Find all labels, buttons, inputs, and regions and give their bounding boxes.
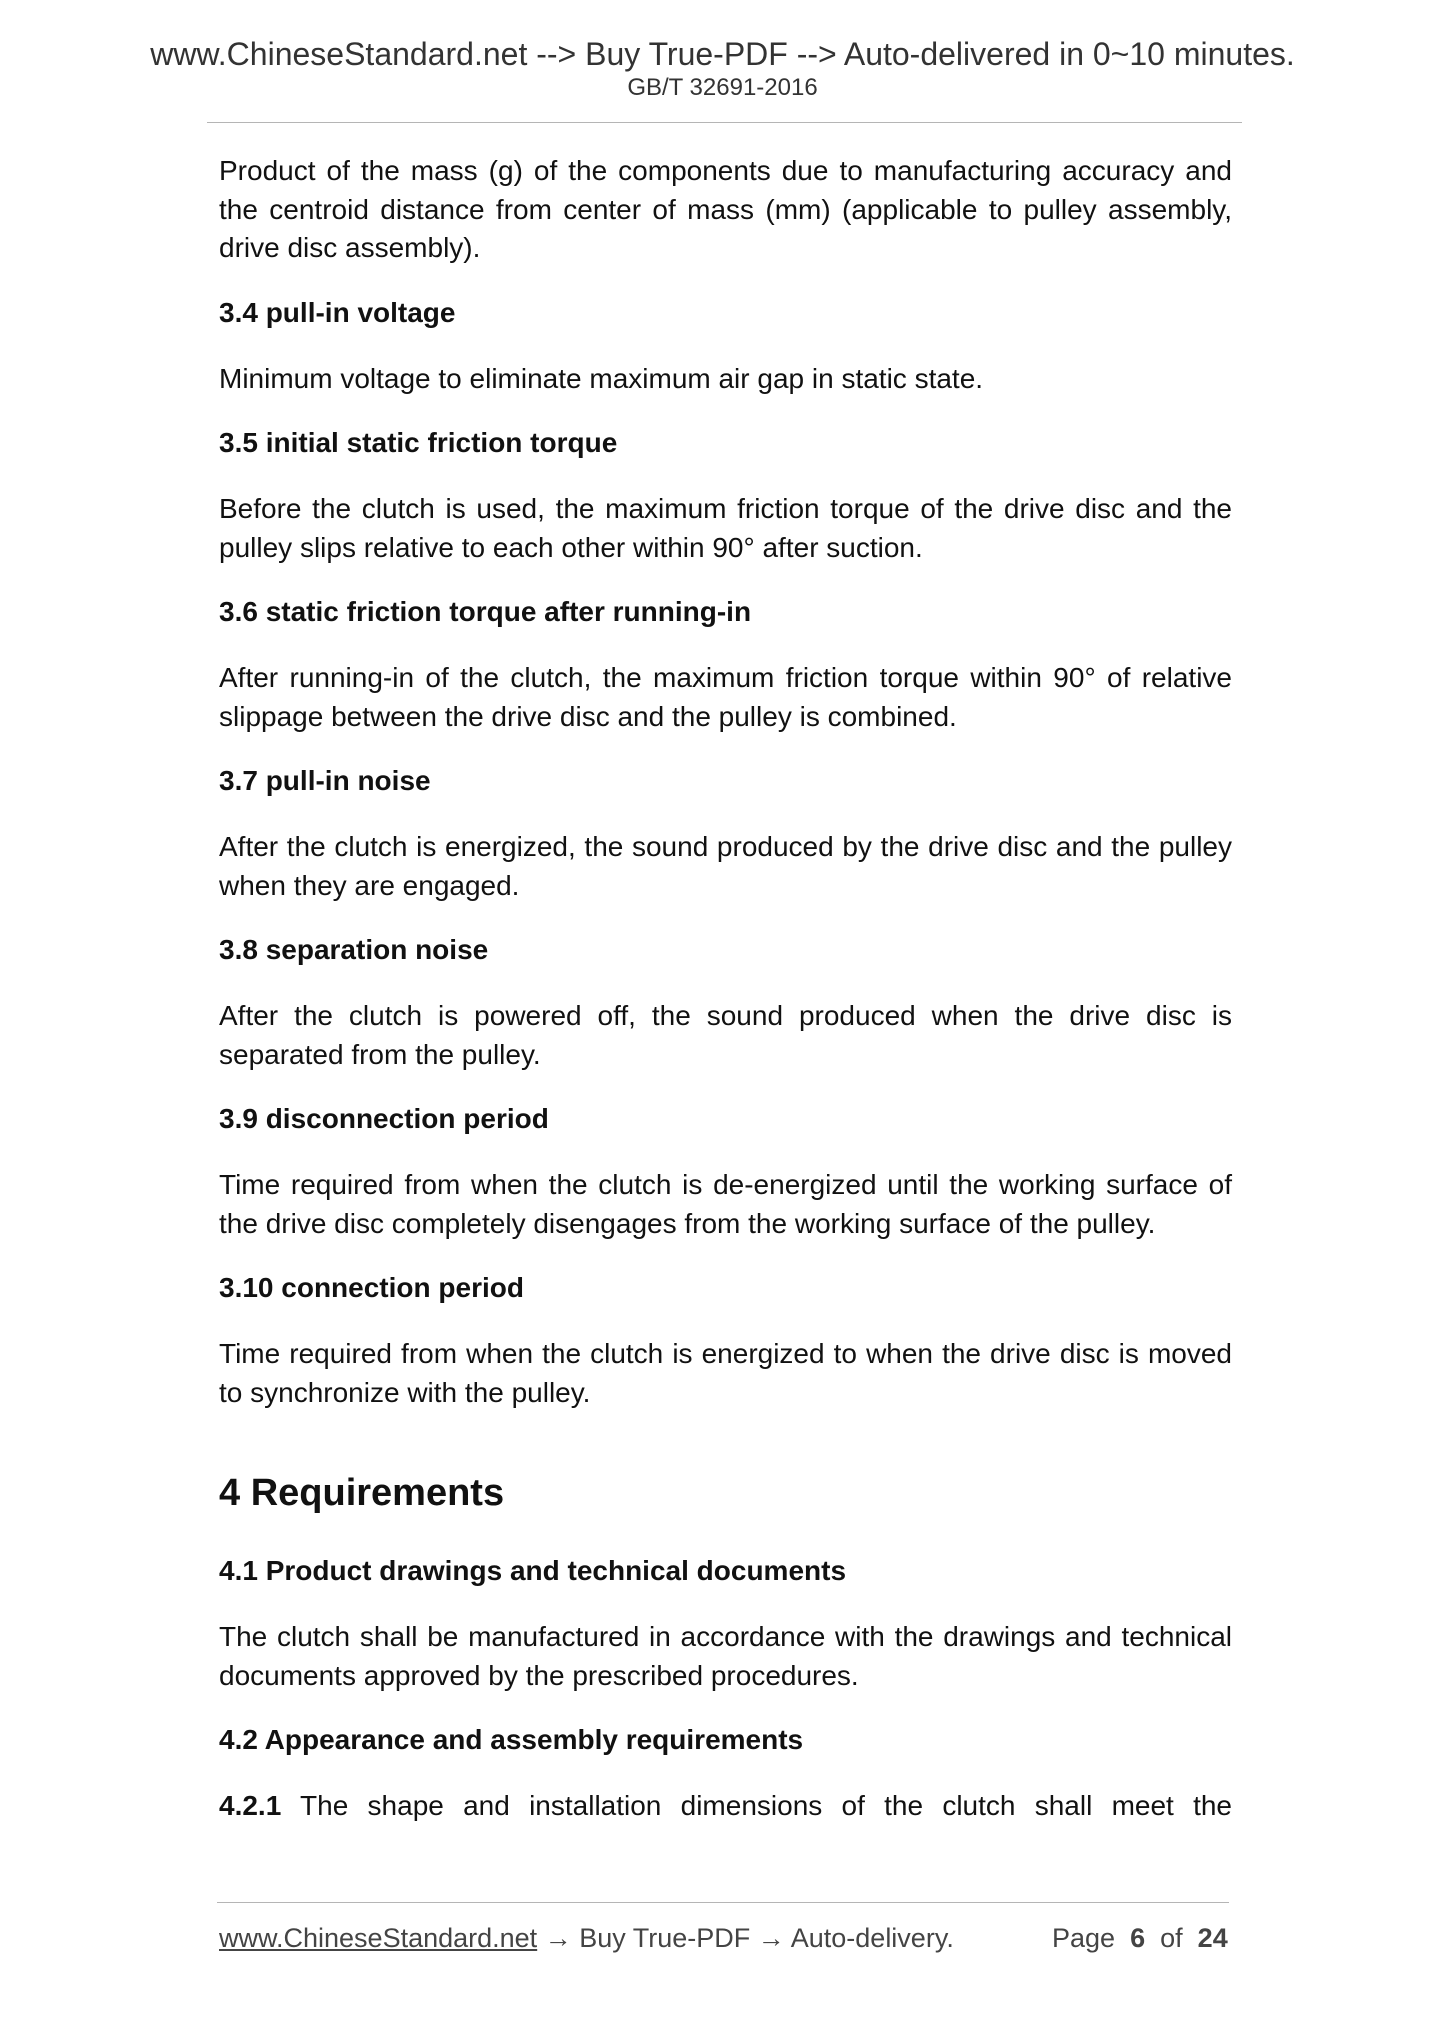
page-indicator xyxy=(1052,1922,1228,1954)
heading-4-1: 4.1 Product drawings and technical documents xyxy=(219,1555,847,1586)
page-label: Page xyxy=(1052,1923,1116,1953)
section-title-4: 4 Requirements xyxy=(219,1472,505,1514)
paragraph-3-7: After the clutch is energized, the sound produced by the drive disc and the pulley when they are engaged. xyxy=(219,831,1232,901)
paragraph-3-5: Before the clutch is used, the maximum friction torque of the drive disc and the pulley slips relative to each other within 90° after suction. xyxy=(219,493,1232,563)
paragraph-4-2-1 xyxy=(219,1787,1232,1826)
heading-3-9: 3.9 disconnection period xyxy=(219,1103,549,1134)
header-divider xyxy=(207,122,1242,123)
paragraph-intro: Product of the mass (g) of the components due to manufacturing accuracy and the centroid distance from center of mass (mm) (applicable to pulley assembly, drive disc assembly). xyxy=(219,155,1232,263)
heading-3-4: 3.4 pull-in voltage xyxy=(219,296,456,328)
heading-3-10: 3.10 connection period xyxy=(219,1272,524,1303)
heading-3-7: 3.7 pull-in noise xyxy=(219,765,431,796)
clause-number-4-2-1: 4.2.1 xyxy=(219,1790,282,1821)
total-pages-number: 24 xyxy=(1197,1923,1228,1953)
footer-left xyxy=(219,1922,954,1954)
paragraph-3-4: Minimum voltage to eliminate maximum air gap in static state. xyxy=(219,362,984,394)
heading-3-6: 3.6 static friction torque after running-in xyxy=(219,596,752,627)
of-label: of xyxy=(1160,1923,1183,1953)
heading-3-5: 3.5 initial static friction torque xyxy=(219,427,618,458)
paragraph-4-1: The clutch shall be manufactured in accordance with the drawings and technical documents approved by the prescribed procedures. xyxy=(219,1621,1232,1691)
paragraph-3-8: After the clutch is powered off, the sound produced when the drive disc is separated from the pulley. xyxy=(219,1000,1232,1070)
heading-3-8: 3.8 separation noise xyxy=(219,934,489,965)
document-code: GB/T 32691-2016 xyxy=(627,74,818,101)
page-content xyxy=(219,152,1232,1826)
footer-tagline: → Buy True-PDF → Auto-delivery. xyxy=(537,1923,954,1953)
paragraph-3-6: After running-in of the clutch, the maximum friction torque within 90° of relative slippage between the drive disc and the pulley is combined. xyxy=(219,662,1232,732)
footer-divider xyxy=(217,1902,1229,1903)
header-banner: www.ChineseStandard.net --> Buy True-PDF --> Auto-delivered in 0~10 minutes. xyxy=(150,36,1295,72)
paragraph-3-10: Time required from when the clutch is energized to when the drive disc is moved to synchronize with the pulley. xyxy=(219,1338,1232,1408)
paragraph-3-9: Time required from when the clutch is de-energized until the working surface of the drive disc completely disengages from the working surface of the pulley. xyxy=(219,1169,1232,1239)
heading-4-2: 4.2 Appearance and assembly requirements xyxy=(219,1724,804,1755)
footer-website-link[interactable]: www.ChineseStandard.net xyxy=(219,1923,538,1953)
clause-text-4-2-1: The shape and installation dimensions of the clutch shall meet the xyxy=(300,1790,1233,1821)
current-page-number: 6 xyxy=(1130,1923,1146,1953)
